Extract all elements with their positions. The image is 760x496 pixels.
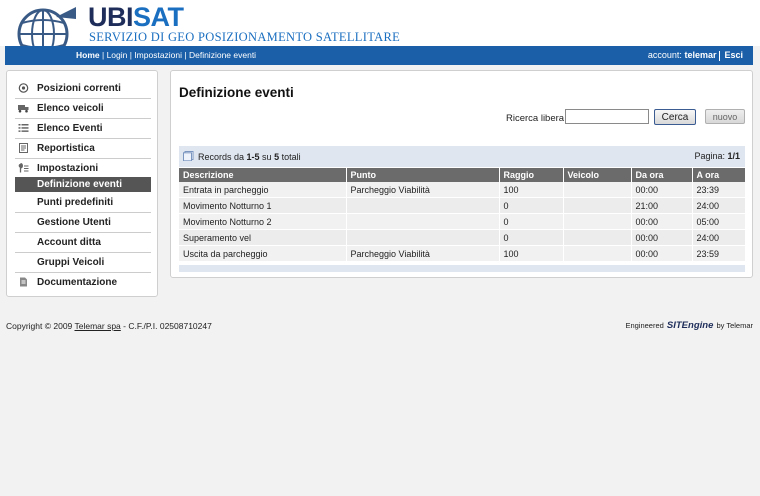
sidebar-subitem-definizione-eventi[interactable]: Definizione eventi: [15, 177, 151, 192]
footer-copyright: Copyright © 2009 Telemar spa - C.F./P.I. 02508710247: [6, 321, 212, 331]
document-icon: [18, 277, 29, 287]
list-icon: [18, 123, 29, 133]
sidebar-item-posizioni-correnti[interactable]: Posizioni correnti: [15, 79, 151, 99]
sidebar-item-impostazioni[interactable]: Impostazioni: [15, 159, 151, 179]
table-row[interactable]: [179, 230, 745, 246]
records-bar: [179, 146, 745, 167]
top-navbar: [5, 46, 753, 65]
page-title: Definizione eventi: [179, 85, 294, 100]
sitengine-logo: SITEngine: [666, 320, 714, 331]
account-user: telemar: [684, 50, 717, 60]
table-row[interactable]: [179, 198, 745, 214]
search-button[interactable]: Cerca: [654, 109, 696, 125]
table-row[interactable]: [179, 214, 745, 230]
cell-descrizione: Movimento Notturno 1: [179, 198, 346, 214]
cell-descrizione: Movimento Notturno 2: [179, 214, 346, 230]
sidebar-item-reportistica[interactable]: Reportistica: [15, 139, 151, 159]
table-row[interactable]: [179, 246, 745, 262]
cell-veicolo: [563, 230, 631, 246]
cell-a-ora: 24:00: [692, 198, 745, 214]
cell-da-ora: 21:00: [631, 198, 692, 214]
cell-descrizione: Uscita da parcheggio: [179, 246, 346, 262]
new-button[interactable]: nuovo: [705, 109, 745, 124]
table-row[interactable]: [179, 182, 745, 198]
target-icon: [18, 83, 29, 93]
header: [0, 0, 760, 46]
events-table: [179, 168, 746, 262]
table-header-row: [179, 168, 745, 182]
cell-punto: [346, 198, 499, 214]
cell-punto: Parcheggio Viabilità: [346, 246, 499, 262]
pagination: Pagina: 1/1: [694, 151, 740, 161]
cell-raggio: 0: [499, 198, 563, 214]
column-header-da-ora[interactable]: Da ora: [631, 168, 692, 182]
main-panel: [170, 70, 753, 278]
records-icon: [183, 151, 194, 161]
sidebar-item-elenco-veicoli[interactable]: Elenco veicoli: [15, 99, 151, 119]
sidebar-subitem-gestione-utenti[interactable]: Gestione Utenti: [15, 213, 151, 233]
logo-subtitle: SERVIZIO DI GEO POSIZIONAMENTO SATELLITARE: [89, 30, 401, 44]
cell-raggio: 0: [499, 214, 563, 230]
logout-link[interactable]: Esci: [724, 50, 743, 60]
sidebar-subitem-gruppi-veicoli[interactable]: Gruppi Veicoli: [15, 253, 151, 273]
cell-punto: Parcheggio Viabilità: [346, 182, 499, 198]
cell-punto: [346, 230, 499, 246]
cell-da-ora: 00:00: [631, 230, 692, 246]
breadcrumb-impostazioni[interactable]: Impostazioni: [134, 50, 183, 60]
cell-da-ora: 00:00: [631, 182, 692, 198]
column-header-raggio[interactable]: Raggio: [499, 168, 563, 182]
cell-raggio: 100: [499, 246, 563, 262]
breadcrumb: Home | Login | Impostazioni | Definizione eventi: [76, 50, 257, 60]
sidebar-subitem-punti-predefiniti[interactable]: Punti predefiniti: [15, 193, 151, 213]
breadcrumb-current: Definizione eventi: [188, 50, 257, 60]
cell-a-ora: 05:00: [692, 214, 745, 230]
cell-raggio: 0: [499, 230, 563, 246]
sidebar: [6, 70, 158, 297]
cell-a-ora: 23:39: [692, 182, 745, 198]
column-header-descrizione[interactable]: Descrizione: [179, 168, 346, 182]
cell-descrizione: Entrata in parcheggio: [179, 182, 346, 198]
footer-engine: Engineered SITEngine by Telemar: [625, 320, 753, 331]
column-header-veicolo[interactable]: Veicolo: [563, 168, 631, 182]
cell-veicolo: [563, 182, 631, 198]
account-info: account: telemar Esci: [647, 50, 743, 60]
column-header-a-ora[interactable]: A ora: [692, 168, 745, 182]
cell-punto: [346, 214, 499, 230]
cell-a-ora: 23:59: [692, 246, 745, 262]
truck-icon: [18, 103, 29, 113]
cell-da-ora: 00:00: [631, 246, 692, 262]
sidebar-item-documentazione[interactable]: Documentazione: [15, 273, 151, 292]
cell-descrizione: Superamento vel: [179, 230, 346, 246]
search-label: Ricerca libera: [506, 113, 565, 124]
cell-da-ora: 00:00: [631, 214, 692, 230]
column-header-punto[interactable]: Punto: [346, 168, 499, 182]
cell-veicolo: [563, 246, 631, 262]
search-input[interactable]: [565, 109, 649, 124]
settings-icon: [18, 163, 29, 173]
breadcrumb-home[interactable]: Home: [76, 50, 100, 60]
sidebar-item-elenco-eventi[interactable]: Elenco Eventi: [15, 119, 151, 139]
logo-title: UBISAT: [88, 2, 184, 32]
cell-veicolo: [563, 214, 631, 230]
breadcrumb-login[interactable]: Login: [106, 50, 128, 60]
cell-a-ora: 24:00: [692, 230, 745, 246]
cell-raggio: 100: [499, 182, 563, 198]
cell-veicolo: [563, 198, 631, 214]
report-icon: [18, 143, 29, 153]
table-footer-bar: [179, 265, 745, 272]
company-link[interactable]: Telemar spa: [74, 321, 121, 331]
sidebar-subitem-account-ditta[interactable]: Account ditta: [15, 233, 151, 253]
records-count: Records da 1-5 su 5 totali: [198, 152, 301, 162]
